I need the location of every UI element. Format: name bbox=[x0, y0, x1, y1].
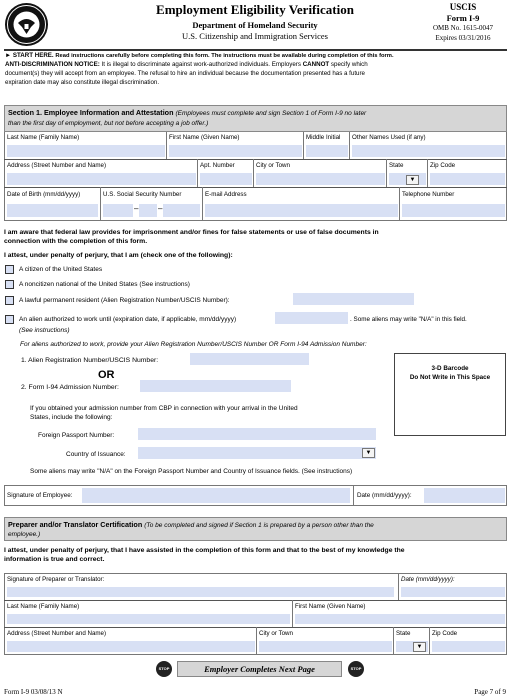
ssn-input-part1[interactable] bbox=[103, 204, 133, 217]
preparer-signature-label: Signature of Preparer or Translator: bbox=[7, 576, 105, 583]
start-here-text: Read instructions carefully before completing this form. The instructions must be available during completion of this form. bbox=[55, 53, 394, 59]
preparer-first-name-label: First Name (Given Name) bbox=[295, 603, 366, 610]
ssn-input-part3[interactable] bbox=[163, 204, 200, 217]
start-here-label: ► START HERE. bbox=[5, 52, 54, 59]
preparer-zip-input[interactable] bbox=[432, 641, 505, 652]
ssn-dash-2: – bbox=[158, 204, 163, 213]
employee-signature-input[interactable] bbox=[82, 488, 350, 503]
last-name-label: Last Name (Family Name) bbox=[7, 134, 80, 141]
employee-date-label: Date (mm/dd/yyyy): bbox=[357, 492, 412, 499]
passport-input[interactable] bbox=[138, 428, 376, 440]
form-title: Employment Eligibility Verification bbox=[156, 2, 354, 17]
preparer-city-label: City or Town bbox=[259, 630, 293, 637]
preparer-state-label: State bbox=[396, 630, 411, 637]
city-input[interactable] bbox=[256, 173, 385, 185]
dob-label: Date of Birth (mm/dd/yyyy) bbox=[7, 191, 81, 198]
employee-signature-label: Signature of Employee: bbox=[7, 492, 73, 499]
alien-reg-label: 1. Alien Registration Number/USCIS Number: bbox=[21, 357, 159, 364]
attest-line: I attest, under penalty of perjury, that I am (check one of the following): bbox=[4, 252, 233, 259]
passport-label: Foreign Passport Number: bbox=[38, 432, 115, 439]
preparer-state-dropdown-arrow-icon[interactable]: ▼ bbox=[413, 642, 426, 652]
preparer-zip-label: Zip Code bbox=[432, 630, 458, 637]
alien-authorized-label: An alien authorized to work until (expiration date, if applicable, mm/dd/yyyy) bbox=[19, 316, 237, 323]
anti-text-2: specify which bbox=[330, 61, 368, 68]
preparer-address-label: Address (Street Number and Name) bbox=[7, 630, 107, 637]
email-input[interactable] bbox=[205, 204, 398, 217]
preparer-last-name-input[interactable] bbox=[7, 614, 290, 624]
state-dropdown-arrow-icon[interactable]: ▼ bbox=[406, 175, 419, 185]
other-names-input[interactable] bbox=[352, 145, 505, 157]
barcode-label-2: Do Not Write in This Space bbox=[409, 374, 491, 381]
preparer-header bbox=[4, 517, 507, 541]
section1-title: Section 1. Employee Information and Attestation bbox=[8, 108, 174, 117]
anti-line-3: expiration date may also constitute illegal discrimination. bbox=[5, 79, 160, 86]
preparer-title: Preparer and/or Translator Certification bbox=[8, 520, 143, 529]
aware-line-1: I am aware that federal law provides for imprisonment and/or fines for false statements or use of false documents in bbox=[4, 229, 379, 236]
citizen-label: A citizen of the United States bbox=[19, 266, 103, 273]
lpr-checkbox[interactable] bbox=[5, 296, 14, 305]
aware-line-2: connection with the completion of this form. bbox=[4, 238, 148, 245]
preparer-date-input[interactable] bbox=[401, 587, 505, 597]
last-name-input[interactable] bbox=[7, 145, 165, 157]
department-name: Department of Homeland Security bbox=[192, 20, 318, 30]
section1-subtitle-2: than the first day of employment, but not before accepting a job offer.) bbox=[8, 120, 209, 127]
barcode-box bbox=[394, 353, 506, 436]
ssn-dash-1: – bbox=[134, 204, 139, 213]
apt-number-label: Apt. Number bbox=[200, 162, 235, 169]
i94-input[interactable] bbox=[140, 380, 291, 392]
preparer-subtitle-2: employee.) bbox=[8, 531, 41, 538]
middle-initial-label: Middle Initial bbox=[306, 134, 341, 141]
aliens-note: For aliens authorized to work, provide your Alien Registration Number/USCIS Number OR Form I-94 Admission Number: bbox=[20, 341, 367, 348]
anti-cannot: CANNOT bbox=[302, 61, 330, 68]
preparer-attest-1: I attest, under penalty of perjury, that I have assisted in the completion of this form and that to the best of my knowledge the bbox=[4, 547, 405, 554]
other-names-label: Other Names Used (if any) bbox=[352, 134, 426, 141]
omb-number: OMB No. 1615-0047 bbox=[432, 24, 494, 32]
preparer-last-name-label: Last Name (Family Name) bbox=[7, 603, 80, 610]
noncitizen-national-checkbox[interactable] bbox=[5, 280, 14, 289]
preparer-address-input[interactable] bbox=[7, 641, 255, 652]
alien-see-instructions: (See instructions) bbox=[19, 327, 70, 334]
lpr-label: A lawful permanent resident (Alien Registration Number/USCIS Number): bbox=[19, 297, 230, 304]
ssn-label: U.S. Social Security Number bbox=[103, 191, 182, 198]
expiration: Expires 03/31/2016 bbox=[435, 34, 491, 42]
address-input[interactable] bbox=[7, 173, 196, 185]
alien-expiration-input[interactable] bbox=[275, 312, 348, 324]
anti-discrimination-label: ANTI-DISCRIMINATION NOTICE: bbox=[5, 61, 100, 68]
email-label: E-mail Address bbox=[205, 191, 247, 198]
preparer-subtitle-1: (To be completed and signed if Section 1 is prepared by a person other than the bbox=[144, 522, 374, 529]
zip-input[interactable] bbox=[430, 173, 505, 185]
stop-sign-icon-left: STOP bbox=[156, 661, 172, 677]
country-label: Country of Issuance: bbox=[66, 451, 126, 458]
i94-label: 2. Form I-94 Admission Number: bbox=[21, 384, 119, 391]
preparer-first-name-input[interactable] bbox=[295, 614, 505, 624]
zip-label: Zip Code bbox=[430, 162, 456, 169]
employer-next-page-text: Employer Completes Next Page bbox=[204, 664, 315, 674]
ssn-input-part2[interactable] bbox=[139, 204, 157, 217]
anti-text-1: It is illegal to discriminate against work-authorized individuals. Employers bbox=[101, 61, 301, 68]
anti-line-2: document(s) they will accept from an employee. The refusal to hire an individual because the documentation presented has a future bbox=[5, 70, 365, 77]
section1-subtitle-1: (Employees must complete and sign Section 1 of Form I-9 no later bbox=[175, 110, 367, 117]
na-note: Some aliens may write "N/A" on the Foreign Passport Number and Country of Issuance fields. (See instructions) bbox=[30, 468, 353, 475]
eagle-seal-icon bbox=[5, 3, 48, 46]
cbp-line-2: States, include the following: bbox=[30, 414, 113, 421]
or-label: OR bbox=[98, 369, 115, 381]
alien-authorized-checkbox[interactable] bbox=[5, 315, 14, 324]
preparer-date-label: Date (mm/dd/yyyy): bbox=[401, 576, 455, 583]
alien-na-note: . Some aliens may write "N/A" in this field. bbox=[350, 316, 467, 323]
preparer-attest-2: information is true and correct. bbox=[4, 556, 105, 563]
stop-sign-icon-right: STOP bbox=[348, 661, 364, 677]
agency-code: USCIS bbox=[449, 2, 477, 12]
apt-number-input[interactable] bbox=[200, 173, 252, 185]
middle-initial-input[interactable] bbox=[306, 145, 348, 157]
form-number: Form I-9 bbox=[446, 13, 480, 23]
country-select[interactable] bbox=[138, 447, 376, 459]
state-label: State bbox=[389, 162, 404, 169]
phone-label: Telephone Number bbox=[402, 191, 455, 198]
cbp-line-1: If you obtained your admission number from CBP in connection with your arrival in the United bbox=[30, 405, 298, 412]
preparer-city-input[interactable] bbox=[259, 641, 392, 652]
noncitizen-national-label: A noncitizen national of the United States (See instructions) bbox=[19, 281, 190, 288]
dob-input[interactable] bbox=[7, 204, 98, 217]
city-label: City or Town bbox=[256, 162, 290, 169]
employee-date-input[interactable] bbox=[424, 488, 505, 503]
country-dropdown-arrow-icon[interactable]: ▼ bbox=[362, 448, 375, 458]
employer-next-page-banner bbox=[177, 661, 342, 677]
section1-header bbox=[4, 105, 507, 132]
barcode-label-1: 3-D Barcode bbox=[431, 365, 469, 372]
alien-reg-input[interactable] bbox=[190, 353, 309, 365]
first-name-input[interactable] bbox=[169, 145, 302, 157]
first-name-label: First Name (Given Name) bbox=[169, 134, 240, 141]
phone-input[interactable] bbox=[402, 204, 505, 217]
address-label: Address (Street Number and Name) bbox=[7, 162, 107, 169]
preparer-signature-input[interactable] bbox=[7, 587, 394, 597]
agency-name: U.S. Citizenship and Immigration Services bbox=[182, 31, 328, 41]
form-id-footer: Form I-9 03/08/13 N bbox=[4, 688, 63, 696]
citizen-checkbox[interactable] bbox=[5, 265, 14, 274]
lpr-number-input[interactable] bbox=[293, 293, 414, 305]
dhs-seal bbox=[5, 3, 48, 46]
page-number: Page 7 of 9 bbox=[474, 688, 506, 696]
